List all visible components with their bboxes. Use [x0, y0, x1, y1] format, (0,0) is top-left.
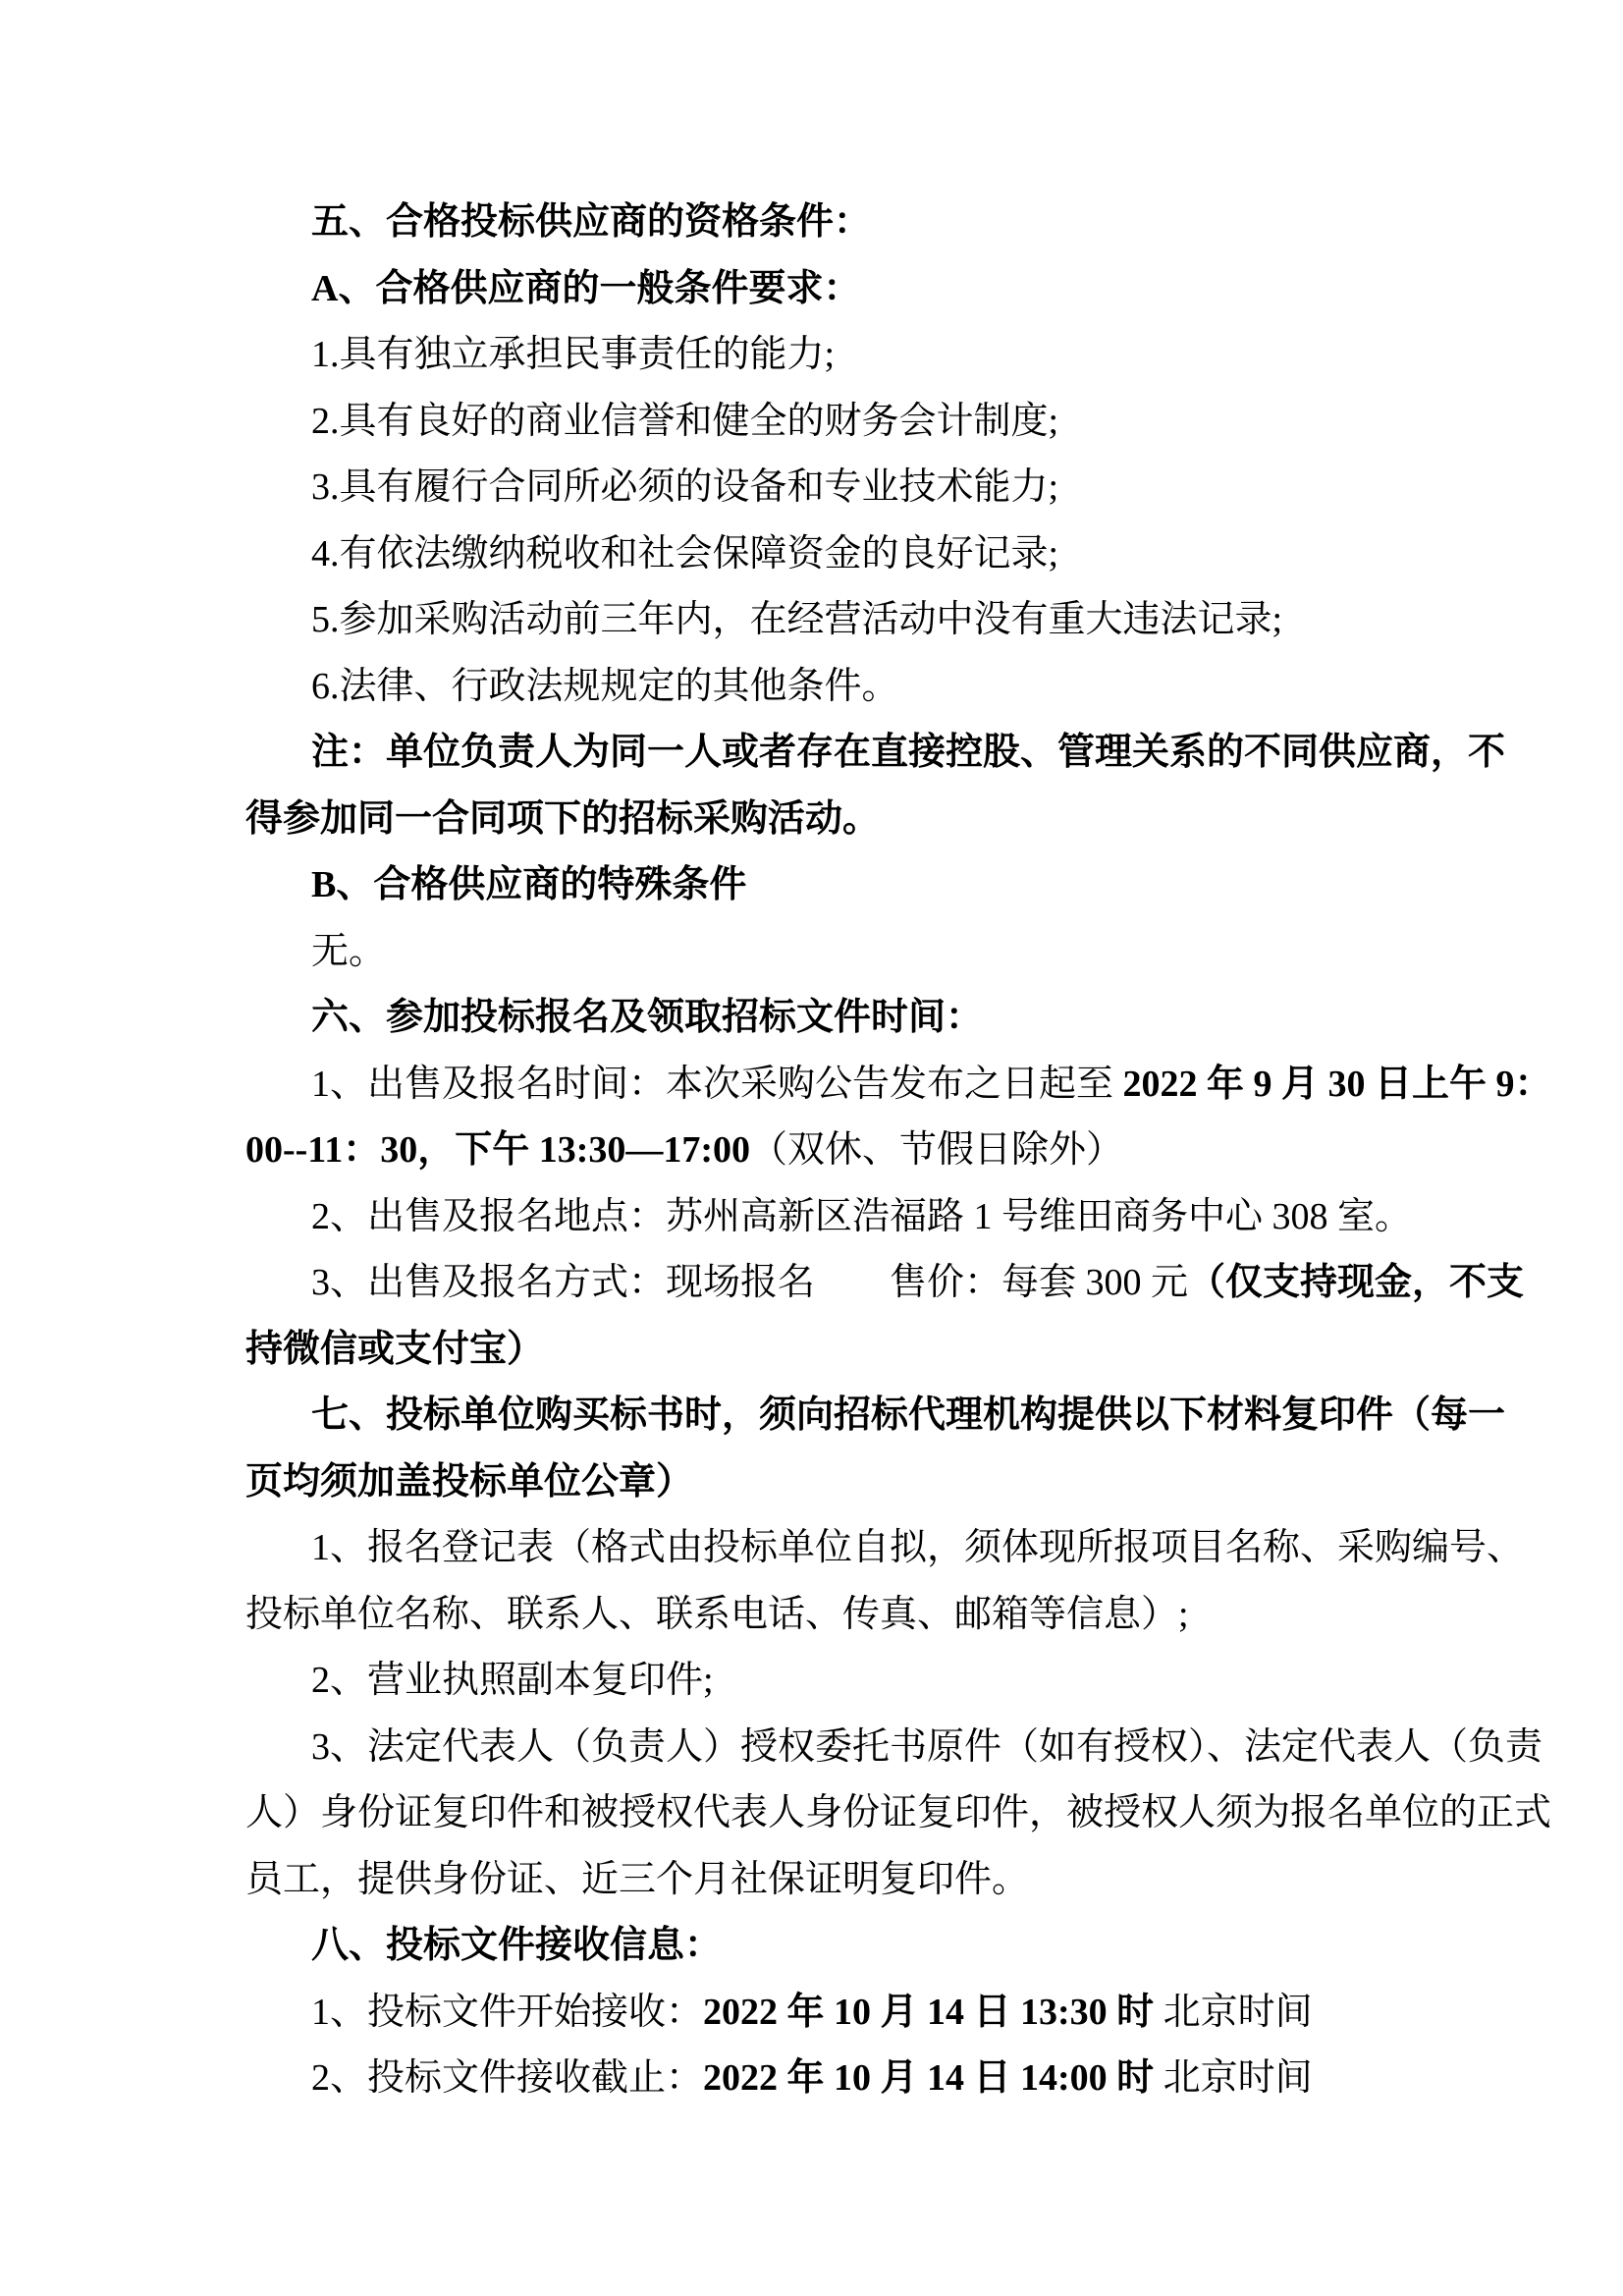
- general-condition-5: [245, 587, 1378, 654]
- material-3-line-1: [245, 1715, 1543, 1781]
- text-run: 3、出售及报名方式：现场报名 售价：每套 300 元: [311, 1262, 1189, 1303]
- text-run: 投标单位名称、联系人、联系电话、传真、邮箱等信息）;: [245, 1593, 1189, 1635]
- sale-method-line-2: [245, 1317, 1378, 1384]
- text-run: 1、投标文件开始接收：: [311, 1991, 704, 2033]
- section-5b-heading: [245, 852, 1378, 919]
- sale-method-line-1: [245, 1250, 1525, 1317]
- section-5b-content: [245, 919, 1378, 986]
- sale-time-line-1: [245, 1052, 1552, 1119]
- bold-text-run: 得参加同一合同项下的招标采购活动。: [245, 797, 881, 840]
- section-7-heading-line-2: [245, 1449, 1378, 1516]
- bold-text-run: 注：单位负责人为同一人或者存在直接控股、管理关系的不同供应商，不: [311, 732, 1506, 773]
- text-run: 员工，提供身份证、近三个月社保证明复印件。: [245, 1858, 1030, 1900]
- text-run: 北京时间: [1154, 1991, 1313, 2033]
- bold-text-run: 持微信或支付宝）: [245, 1328, 545, 1370]
- bold-text-run: （仅支持现金，不支: [1188, 1262, 1525, 1303]
- text-run: 1、出售及报名时间：本次采购公告发布之日起至: [311, 1063, 1123, 1105]
- bold-time-run: 00--11：30，下午 13:30—17:00: [245, 1129, 751, 1171]
- section-8-heading: [245, 1913, 1378, 1980]
- material-3-line-2: [245, 1780, 1552, 1847]
- text-run: 2、出售及报名地点：苏州高新区浩福路 1 号维田商务中心 308 室。: [311, 1195, 1413, 1237]
- general-condition-6: [245, 654, 1378, 721]
- bold-date-run: 2022 年 10 月 14 日 13:30 时: [703, 1991, 1155, 2033]
- heading-text: A、合格供应商的一般条件要求：: [311, 267, 861, 309]
- text-run: 3.具有履行合同所必须的设备和专业技术能力;: [311, 466, 1059, 508]
- material-1-line-2: [245, 1582, 1378, 1649]
- heading-text: 八、投标文件接收信息：: [311, 1925, 723, 1966]
- heading-text: 五、合格投标供应商的资格条件：: [311, 201, 872, 243]
- receive-start-line: [245, 1980, 1378, 2047]
- bold-date-run: 2022 年 10 月 14 日 14:00 时: [703, 2057, 1155, 2099]
- material-1-line-1: [245, 1515, 1525, 1582]
- section-5a-heading: [245, 256, 1378, 323]
- general-condition-3: [245, 455, 1378, 521]
- sale-time-line-2: [245, 1118, 1378, 1184]
- heading-text: 七、投标单位购买标书时，须向招标代理机构提供以下材料复印件（每一: [311, 1394, 1506, 1436]
- general-condition-2: [245, 389, 1378, 456]
- heading-text: 六、参加投标报名及领取招标文件时间：: [311, 997, 984, 1038]
- section-6-heading: [245, 985, 1378, 1052]
- text-run: 1、报名登记表（格式由投标单位自拟，须体现所报项目名称、采购编号、: [311, 1527, 1525, 1568]
- bold-date-run: 2022 年 9 月 30 日上午 9：: [1122, 1063, 1552, 1105]
- text-run: 2、营业执照副本复印件;: [311, 1660, 714, 1701]
- material-2: [245, 1648, 1378, 1715]
- text-run: 2、投标文件接收截止：: [311, 2057, 704, 2099]
- general-condition-1: [245, 322, 1378, 389]
- text-run: 5.参加采购活动前三年内，在经营活动中没有重大违法记录;: [311, 599, 1283, 640]
- section-5-heading: [245, 190, 1378, 256]
- section-7-heading-line-1: [245, 1383, 1506, 1449]
- document-text-block: [245, 190, 1552, 2112]
- text-run: （双休、节假日除外）: [750, 1129, 1124, 1171]
- text-run: 北京时间: [1154, 2057, 1313, 2099]
- text-run: 3、法定代表人（负责人）授权委托书原件（如有授权）、法定代表人（负责: [311, 1725, 1543, 1768]
- text-run: 4.有依法缴纳税收和社会保障资金的良好记录;: [311, 532, 1059, 574]
- note-line-1: [245, 720, 1506, 787]
- sale-location: [245, 1184, 1413, 1251]
- receive-deadline-line: [245, 2046, 1378, 2112]
- text-run: 无。: [311, 930, 387, 972]
- heading-text: 页均须加盖投标单位公章）: [245, 1460, 694, 1503]
- text-run: 6.法律、行政法规规定的其他条件。: [311, 665, 899, 707]
- text-run: 人）身份证复印件和被授权代表人身份证复印件，被授权人须为报名单位的正式: [245, 1792, 1552, 1833]
- note-line-2: [245, 787, 1378, 853]
- text-run: 1.具有独立承担民事责任的能力;: [311, 334, 836, 375]
- material-3-line-3: [245, 1847, 1378, 1914]
- heading-text: B、合格供应商的特殊条件: [311, 864, 747, 905]
- general-condition-4: [245, 521, 1378, 588]
- text-run: 2.具有良好的商业信誉和健全的财务会计制度;: [311, 400, 1059, 442]
